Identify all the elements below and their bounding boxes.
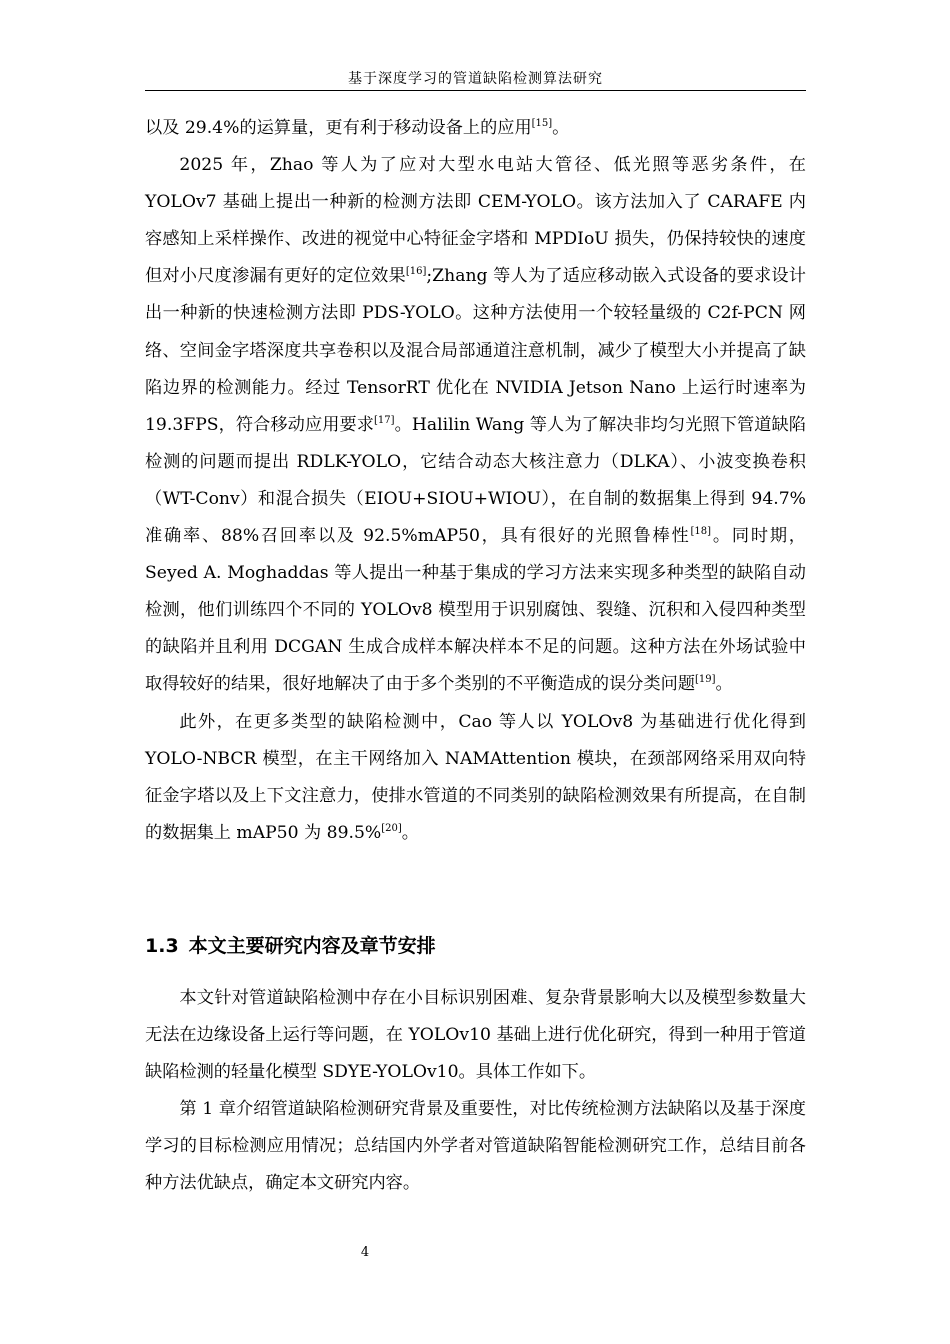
paragraph-1 [145, 110, 806, 147]
citation-16: [16] [405, 266, 427, 278]
paragraph-2-seg-4: 。同时期，Seyed A. Moghaddas 等人提出一种基于集成的学习方法来实现多种类型的缺陷自动检测，他们训练四个不同的 YOLOv8 模型用于识别腐蚀、裂缝、沉积和入侵四种类型的缺陷并且利用 DCGAN 生成合成样本解决样本不足的问题。这种方法在外场试验中取得较好的结果，很好地解决了由于多个类别的不平衡造成的误分类问题 [145, 526, 806, 695]
paragraph-2 [145, 147, 806, 703]
citation-20: [20] [381, 822, 402, 834]
paragraph-2-seg-2: ;Zhang 等人为了适应移动嵌入式设备的要求设计出一种新的快速检测方法即 PDS-YOLO。这种方法使用一个较轻量级的 C2f-PCN 网络、空间金字塔深度共享卷积以及混合局部通道注意机制，减少了模型大小并提高了缺陷边界的检测能力。经过 TensorRT 优化在 NVIDIA Jetson Nano 上运行时速率为 19.3FPS，符合移动应用要求 [145, 266, 806, 435]
section-paragraph-1: 本文针对管道缺陷检测中存在小目标识别困难、复杂背景影响大以及模型参数量大无法在边缘设备上运行等问题，在 YOLOv10 基础上进行优化研究，得到一种用于管道缺陷检测的轻量化模型 SDYE-YOLOv10。具体工作如下。 [145, 988, 806, 1083]
citation-15: [15] [531, 118, 553, 129]
body-text-block-1 [145, 110, 806, 852]
citation-17: [17] [374, 414, 395, 426]
paragraph-3-tail: 。 [401, 822, 419, 843]
paragraph-3 [145, 704, 806, 852]
citation-18: [18] [690, 526, 712, 538]
paragraph-1-text: 以及 29.4%的运算量，更有利于移动设备上的应用 [145, 118, 532, 138]
paragraph-2-seg-1: 2025 年，Zhao 等人为了应对大型水电站大管径、低光照等恶劣条件，在 YOLOv7 基础上提出一种新的检测方法即 CEM-YOLO。该方法加入了 CARAFE 内容感知上采样操作、改进的视觉中心特征金字塔和 MPDIoU 损失，仍保持较快的速度但对小尺度渗漏有更好的定位效果 [145, 155, 806, 287]
section-heading [145, 926, 806, 966]
running-header: 基于深度学习的管道缺陷检测算法研究 [145, 68, 806, 91]
paragraph-1-tail: 。 [552, 118, 570, 138]
paragraph-2-seg-3: 。Halilin Wang 等人为了解决非均匀光照下管道缺陷检测的问题而提出 RDLK-YOLO，它结合动态大核注意力（DLKA）、小波变换卷积（WT-Conv）和混合损失（EIOU+SIOU+WIOU），在自制的数据集上得到 94.7%准确率、88%召回率以及 92.5%mAP50，具有很好的光照鲁棒性 [145, 414, 806, 547]
paragraph-3-text: 此外，在更多类型的缺陷检测中，Cao 等人以 YOLOv8 为基础进行优化得到 YOLO-NBCR 模型，在主干网络加入 NAMAttention 模块，在颈部网络采用双向特征金字塔以及上下文注意力，使排水管道的不同类别的缺陷检测效果有所提高，在自制的数据集上 mAP50 为 89.5% [145, 711, 806, 843]
section-title: 本文主要研究内容及章节安排 [188, 935, 436, 957]
body-text-block-2 [145, 980, 806, 1203]
citation-19: [19] [695, 674, 716, 686]
section-number: 1.3 [145, 935, 179, 957]
paragraph-2-seg-5: 。 [715, 674, 733, 695]
page-number: 4 [360, 1245, 370, 1260]
section-paragraph-2: 第 1 章介绍管道缺陷检测研究背景及重要性，对比传统检测方法缺陷以及基于深度学习的目标检测应用情况；总结国内外学者对管道缺陷智能检测研究工作，总结目前各种方法优缺点，确定本文研究内容。 [145, 1099, 806, 1194]
